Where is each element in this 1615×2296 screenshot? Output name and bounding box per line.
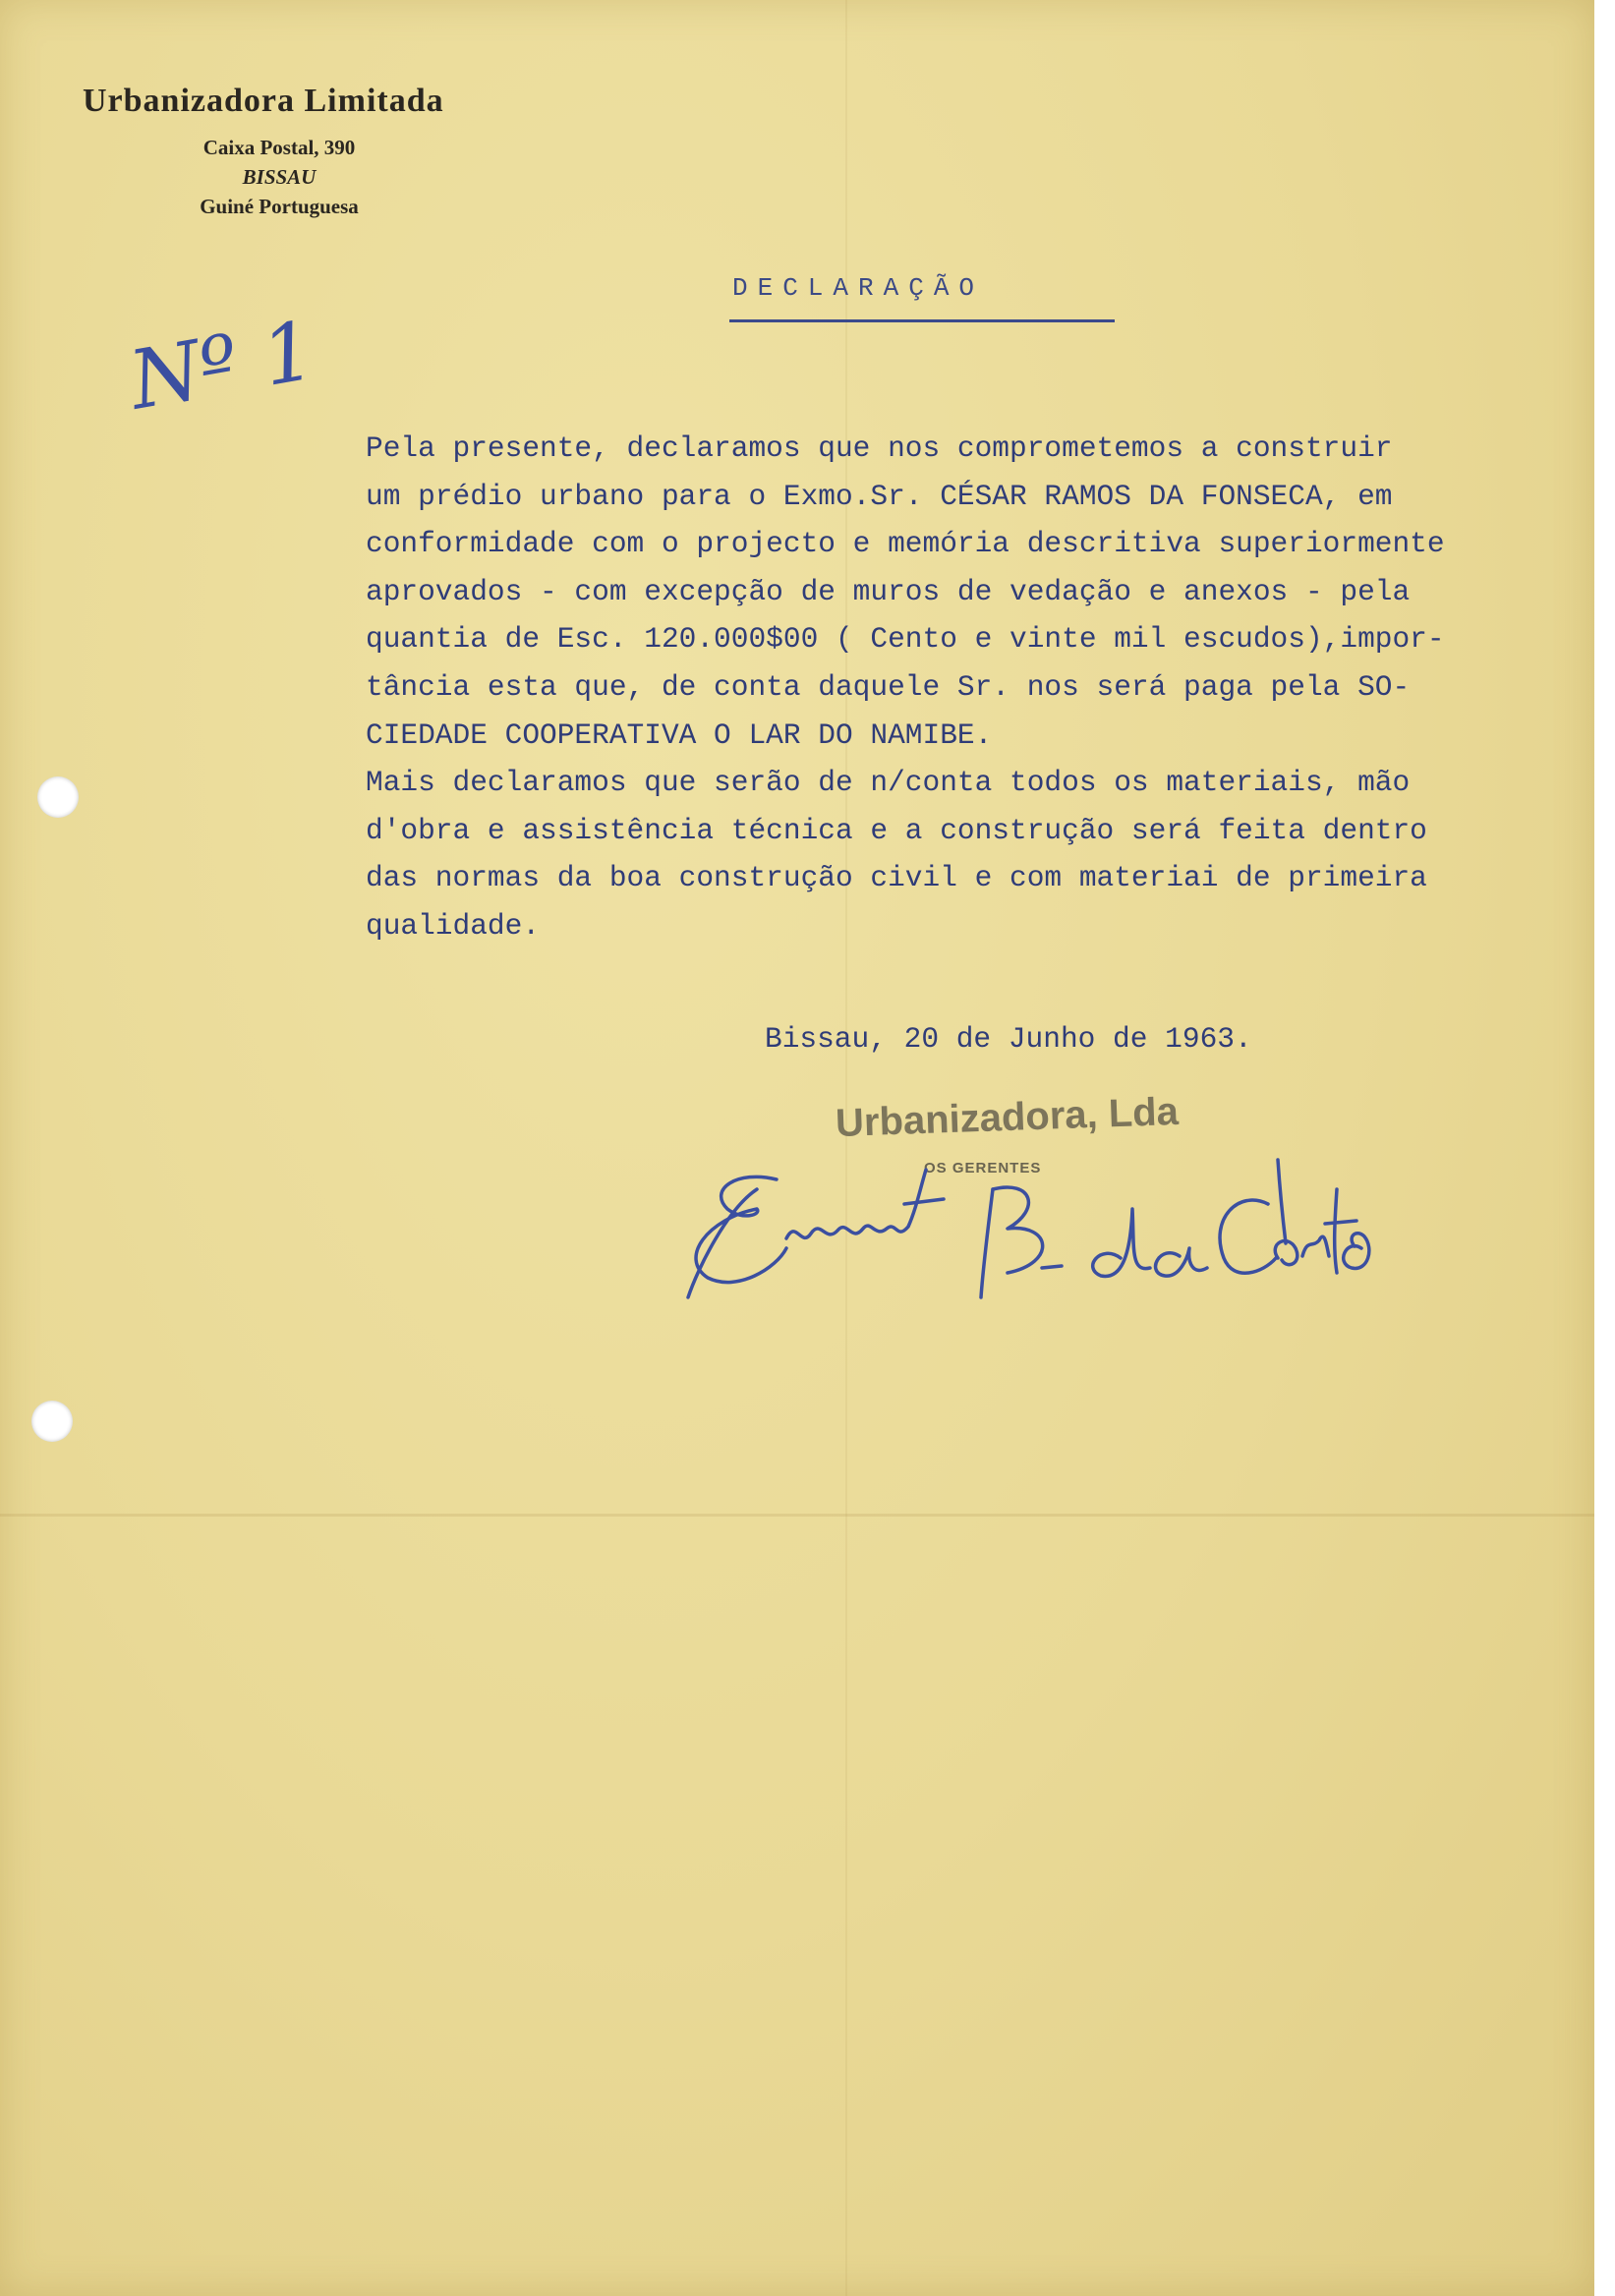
company-stamp: Urbanizadora, Lda	[835, 1089, 1180, 1146]
body-line: d'obra e assistência técnica e a construção será feita dentro	[366, 813, 1427, 847]
declaration-body	[366, 425, 1565, 950]
title-underline	[729, 319, 1115, 322]
body-line: CIEDADE COOPERATIVA O LAR DO NAMIBE.	[366, 718, 993, 752]
handwritten-signature-icon	[668, 1150, 1376, 1317]
address-po-box: Caixa Postal, 390	[202, 136, 356, 159]
body-line: quantia de Esc. 120.000$00 ( Cento e vinte mil escudos),impor-	[366, 622, 1445, 657]
body-line: Pela presente, declaramos que nos comprometemos a construir	[366, 431, 1393, 465]
paper-fold-vertical	[845, 0, 847, 2296]
body-line: aprovados - com excepção de muros de vedação e anexos - pela	[366, 574, 1411, 608]
body-line: conformidade com o projecto e memória descritiva superiormente	[366, 527, 1445, 561]
body-line: um prédio urbano para o Exmo.Sr. CÉSAR RAMOS DA FONSECA, em	[366, 479, 1393, 513]
letterhead	[83, 83, 505, 218]
stamp-role: OS GERENTES	[924, 1160, 1042, 1177]
document-title: DECLARAÇÃO	[732, 273, 985, 303]
body-line: Mais declaramos que serão de n/conta todos os materiais, mão	[366, 766, 1411, 800]
company-name: Urbanizadora Limitada	[83, 83, 444, 119]
address-country: Guiné Portuguesa	[200, 195, 359, 218]
body-line: tância esta que, de conta daquele Sr. nos será paga pela SO-	[366, 669, 1411, 704]
punch-hole-icon	[37, 776, 79, 818]
handwritten-number: Nº 1	[123, 304, 322, 429]
body-line: qualidade.	[366, 908, 541, 943]
punch-hole-icon	[31, 1401, 73, 1442]
paper-fold-horizontal	[0, 1514, 1594, 1517]
address-city: BISSAU	[242, 165, 317, 189]
date-line: Bissau, 20 de Junho de 1963.	[765, 1022, 1252, 1056]
body-line: das normas da boa construção civil e com materiai de primeira	[366, 861, 1427, 895]
